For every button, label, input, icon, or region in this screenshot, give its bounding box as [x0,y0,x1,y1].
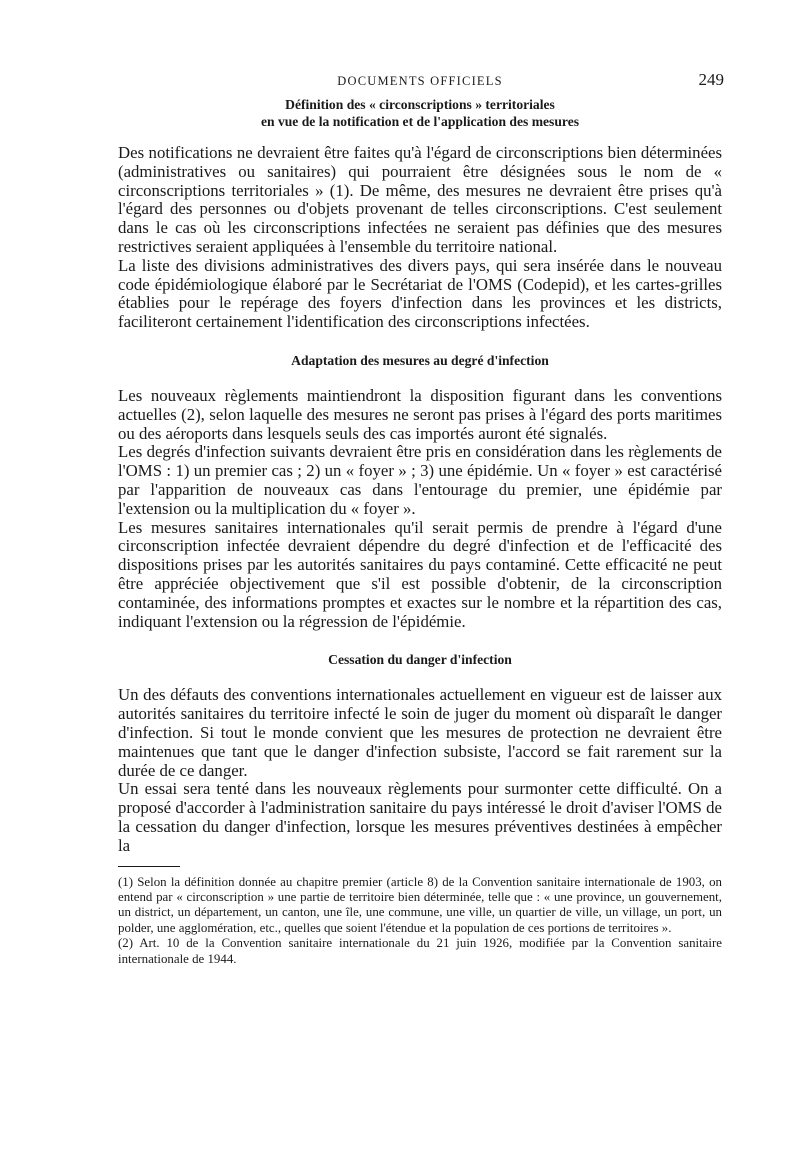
section-heading-definition [118,96,722,130]
paragraph: Un des défauts des conventions internationales actuellement en vigueur est de laisser aux autorités sanitaires du territoire infecté le soin de juger du moment où disparaît le danger d'infection. Si tout le monde convient que les mesures de protection ne devraient être maintenues que tant que le danger d'infection subsiste, l'accord se fait rarement sur la durée de ce danger. [118,685,722,780]
footnote-1: (1) Selon la définition donnée au chapitre premier (article 8) de la Convention sanitaire internationale de 1903, on entend par « circonscription » une partie de territoire bien déterminée, telle que : « une province, un gouvernement, un district, un département, un canton, une île, une commune, une ville, un quartier de ville, un village, un port, un polder, une agglomération, etc., quelles que soient l'étendue et la population de ces portions de territoires ». [118,874,722,935]
heading-line: Définition des « circonscriptions » territoriales [285,97,555,112]
page-header [118,68,722,92]
paragraph: Un essai sera tenté dans les nouveaux règlements pour surmonter cette difficulté. On a proposé d'accorder à l'administration sanitaire du pays intéressé le droit d'aviser l'OMS de la cessation du danger d'infection, lorsque les mesures préventives destinées à empêcher la [118,779,722,855]
section-heading-adaptation: Adaptation des mesures au degré d'infection [291,352,549,368]
paragraph: La liste des divisions administratives des divers pays, qui sera insérée dans le nouveau code épidémiologique élaboré par le Secrétariat de l'OMS (Codepid), et les cartes-grilles établies pour le repérage des foyers d'infection dans les provinces et les districts, faciliteront certainement l'identification des circonscriptions infectées. [118,255,722,332]
page-number: 249 [698,70,724,89]
running-title: DOCUMENTS OFFICIELS [337,74,503,88]
footnote-2: (2) Art. 10 de la Convention sanitaire internationale du 21 juin 1926, modifiée par la Convention sanitaire internationale de 1944. [118,936,722,966]
paragraph: Les nouveaux règlements maintiendront la disposition figurant dans les conventions actuelles (2), selon laquelle des mesures ne seront pas prises à l'égard des ports maritimes ou des aéroports dans lesquels seuls des cas importés auront été signalés. [118,385,722,443]
document-page [118,68,722,967]
paragraph: Des notifications ne devraient être faites qu'à l'égard de circonscriptions bien déterminées (administratives ou sanitaires) qui pourraient être désignées sous le nom de « circonscriptions territoriales » (1). De même, des mesures ne devraient être prises qu'à l'égard des personnes ou d'objets provenant de telles circonscriptions. C'est seulement dans le cas où les circonscriptions infectées ne seraient pas définies que des mesures restrictives seraient appliquées à l'ensemble du territoire national. [118,143,722,256]
heading-line: en vue de la notification et de l'application des mesures [260,114,580,129]
section-heading-cessation: Cessation du danger d'infection [328,652,512,668]
paragraph: Les mesures sanitaires internationales qu'il serait permis de prendre à l'égard d'une circonscription infectée devraient dépendre du degré d'infection et de l'efficacité des dispositions prises par les autorités sanitaires du pays contaminé. Cette efficacité ne peut être appréciée objectivement que s'il est possible d'obtenir, de la circonscription contaminée, des informations promptes et exactes sur le nombre et la répartition des cas, indiquant l'extension ou la régression de l'épidémie. [118,517,722,631]
paragraph: Les degrés d'infection suivants devraient être pris en considération dans les règlements de l'OMS : 1) un premier cas ; 2) un « foyer » ; 3) une épidémie. Un « foyer » est caractérisé par l'apparition de nouveaux cas dans l'entourage du premier, une épidémie par l'extension ou la multiplication du « foyer ». [118,442,722,518]
footnote-divider [118,866,180,867]
